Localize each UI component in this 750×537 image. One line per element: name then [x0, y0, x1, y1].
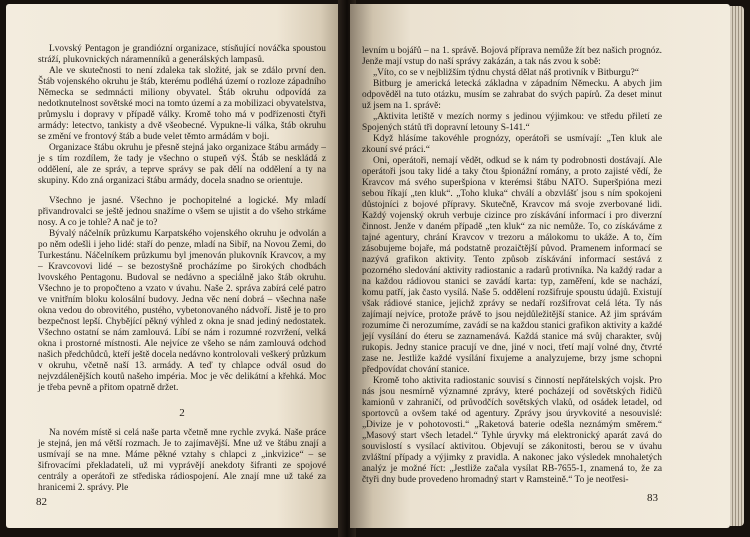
- left-paragraph: Bývalý náčelník průzkumu Karpatského vojenského okruhu je odvolán a po něm odešli i jeho lidé: staří do penze, mladí na Sibiř, na Novou Zemi, do Turkestánu. Náčelníkem průzkumu byl jmenován plukovník Kravcov, a my – Kravcovovi lidé – se bezostyšně procházíme po širokých chodbách lvovského Pentagonu. Budoval se nedávno a speciálně jako štáb okruhu. Všechno je to propočteno a vzato v úvahu. Naše 2. správa zabírá celé patro ve vnitřním bloku kolosální budovy. Jedna věc není dobrá – všechna naše okna vedou do obrovitého, pustého, vybetonovaného nádvoří. Jistě je to pro bezpečnost lepší. Chybějící pěkný výhled z okna je snad jediný nedostatek. Všechno ostatní se nám zamlouvá. Líbí se nám i rozumné rozvržení, velká okna i prostorné místnosti. Ale nejvíce ze všeho se nám zamlouvá odchod našich předchůdců, kteří ještě docela nedávno kontrolovali veškerý průzkum v okruhu, včetně naší 13. armády. A teď ty chlapce odvál osud do nejvzdálenějších koutů našeho impéria. Moc je věc delikátní a křehká. Moc je třeba pevně a přitom opatrně držet.: [38, 229, 326, 393]
- right-page: [350, 4, 730, 528]
- left-paragraph: Na novém místě si celá naše parta včetně mne rychle zvyká. Naše práce je stejná, jen má větší rozmach. Je to zajímavější. Mne už ve štábu znají a usmívají se na mne. Máme pěkné vztahy s chlapci z „inkvizice“ – se šifrovacími překladateli, už mi vyprávějí anekdoty šifranti ze spojové centrály a operátoři ze střediska rádiospojení. Ale znají mne už také za hranicemi 2. správy. Ple: [38, 428, 326, 493]
- left-page-text: [38, 44, 326, 494]
- left-page: [6, 4, 344, 528]
- page-number-right: 83: [647, 492, 658, 504]
- right-paragraph: Když hlásíme takovéhle prognózy, operátoři se usmívají: „Ten kluk ale zkouní své práci.“: [362, 134, 662, 155]
- right-page-text: [362, 46, 662, 486]
- left-paragraph: Všechno je jasné. Všechno je pochopitelné a logické. My mladí přivandrovalci se ještě jednou snažíme o všem se ujistit a do všeho strkáme nosy. A co je tohle? A nač je to?: [38, 196, 326, 228]
- right-paragraph: „Víto, co se v nejbližším týdnu chystá dělat náš protivník v Bitburgu?“: [373, 68, 639, 78]
- left-paragraph: Ale ve skutečnosti to není zdaleka tak složité, jak se zdálo první den. Štáb vojenského okruhu je štáb, kterému podléhá území o rozloze západního Německa se sedmnácti miliony obyvatel. Štáb okruhu odpovídá za nedotknutelnost sovětské moci na tomto území a za mobilizaci obyvatelstva, průmyslu i dopravy v případě války. Kromě toho má v podřízenosti čtyři armády: letectvo, tankisty a dvě všeobecné. Vypukne-li válka, štáb okruhu se změní ve frontový štáb a bude velet těmto armádám v boji.: [38, 66, 326, 142]
- right-paragraph: „Aktivita letiště v mezích normy s jedinou výjimkou: ve středu přiletí ze Spojených států tři dopravní letouny S-141.“: [362, 112, 662, 133]
- right-paragraph: Kromě toho aktivita radiostanic souvisí s činností nepřátelských vojsk. Pro nás jsou nesmírně významné zprávy, které pocházejí od sovětských řidičů kamionů v zahraničí, od průvodčích sovětských vlaků, od osádek letadel, od sportovců a ovšem také od agentury. Zprávy jsou úryvkovité a nesouvislé: „Divize je v pohotovosti.“ „Raketová baterie odešla neznámým směrem.“ „Masový start všech letadel.“ Tyhle úryvky má elektronický aparát zavá do souvislostí s vysílací aktivitou. Objevují se zákonitosti, berou se v úvahu zvláštní případy a výjimky z pravidla. A nakonec jako výsledek mnohaletých analýz je možné říct: „Jestliže začala vysílat RB-7655-1, znamená to, že za čtyři dny bude provedeno hromadný start v Ramsteině.“ To je neotřesi-: [362, 376, 662, 485]
- left-paragraph: Lvovský Pentagon je grandiózní organizace, stísňující nováčka spoustou stráží, plukovnických náramenníků a generálských lampasů.: [38, 44, 326, 65]
- right-paragraph: levním u bojářů – na 1. správě. Bojová příprava nemůže žít bez našich prognóz. Jenže mají vstup do naší správy zakázán, a tak nás zvou k sobě:: [362, 46, 662, 67]
- page-edges: [730, 6, 744, 526]
- right-paragraph: Oni, operátoři, nemají vědět, odkud se k nám ty podrobnosti dostávají. Ale operátoři jsou taky lidé a taky čtou špionážní romány, a proto zajisté vědí, že Kravcov má svého superšpiona v kterémsi štábu NATO. Superšpióna mezi sebou říkají „ten kluk“. „Toho kluka“ chválí a obzvlášť jsou s ním spokojeni důstojníci z bojové přípravy. Skutečně, Kravcov má svoje zverbované lidi. Každý vojenský okruh verbuje cizince pro získávání informací i pro diverzní činnost. Jenže v daném případě „ten kluk“ za nic nemůže. To, co získáváme z tajné agentury, chrání Kravcov v trezoru a málokomu to ukáže. A to, čím zásobujeme bojaře, má podstatně prozaičtější původ. Pramenem informací se nazývá grafikon aktivity. Tento způsob získávání informací sestává z pozorného sledování aktivity radiostanic a radarů protivníka. Na každý radar a na každou rádiovou stanici se zavádí karta: typ, zaměření, kde se nachází, komu patří, jak často vysílá. Naše 5. oddělení rozšifruje spoustu údajů. Existují však rádiové stanice, jejichž zprávy se nedaří rozšifrovat celá léta. Ty nás zajímají nejvíce, protože právě to jsou nejdůležitější stanice. Až jim správám rozumíme či nerozumíme, zavádí se na každou stanici grafikon aktivity a každé její vysílání do éteru se zaznamenává. Každá stanice má svůj charakter, svůj rukopis. Jedny stanice pracují ve dne, jiné v noci, třetí mají volné dny, čtvrté zase ne. Jestliže každé vysílání fixujeme a analyzujeme, brzy jsme schopni předpovídat chování stanice.: [362, 156, 662, 375]
- left-paragraph: Organizace štábu okruhu je přesně stejná jako organizace štábu armády – je s tím rozdílem, že tady je všechno o stupeň výš. Štáb se neskládá z oddělení, ale ze správ, a teprve správy se pak dělí na oddělení a ty na skupiny. Kdo zná organizaci štábu armády, docela snadno se orientuje.: [38, 143, 326, 186]
- right-paragraph: Bitburg je americká letecká základna v západním Německu. A abych jim odpověděl na tuto otázku, musím se zahrabat do svých papírů. Za deset minut už jsem na 1. správě:: [362, 79, 662, 111]
- section-number: 2: [179, 407, 185, 419]
- page-number-left: 82: [36, 496, 47, 508]
